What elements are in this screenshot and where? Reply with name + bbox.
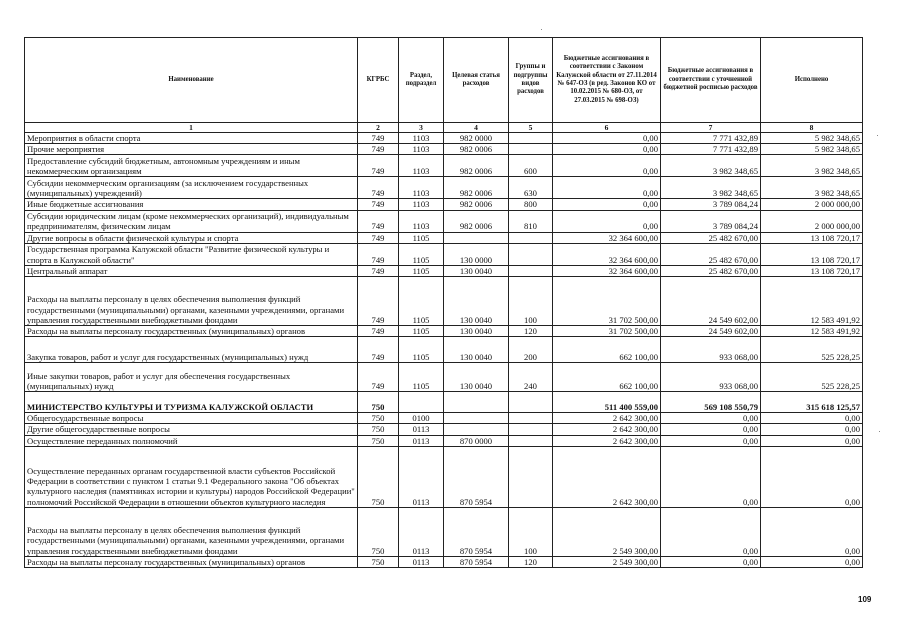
table-row — [25, 133, 863, 144]
header-refined: Бюджетные ассигнования в соответствии с уточненной бюджетной росписью расходов — [661, 38, 761, 123]
table-row — [25, 392, 863, 413]
row-exec: 0,00 — [761, 424, 863, 435]
row-kgrbs: 749 — [358, 155, 399, 177]
row-kgrbs: 749 — [358, 133, 399, 144]
row-exec: 0,00 — [761, 446, 863, 507]
row-target: 982 0006 — [444, 210, 509, 232]
row-target: 870 5954 — [444, 556, 509, 567]
row-kgrbs: 750 — [358, 446, 399, 507]
row-group — [509, 413, 553, 424]
row-exec: 2 000 000,00 — [761, 199, 863, 210]
row-group: 120 — [509, 326, 553, 337]
row-target — [444, 392, 509, 413]
row-kgrbs: 749 — [358, 199, 399, 210]
row-name: Закупка товаров, работ и услуг для государственных (муниципальных) нужд — [25, 337, 358, 363]
table-row — [25, 277, 863, 326]
table-row — [25, 446, 863, 507]
table-row — [25, 199, 863, 210]
row-section: 1103 — [399, 144, 444, 155]
row-law: 31 702 500,00 — [553, 277, 661, 326]
row-group — [509, 424, 553, 435]
table-row — [25, 556, 863, 567]
row-name: Другие общегосударственные вопросы — [25, 424, 358, 435]
row-exec: 13 108 720,17 — [761, 243, 863, 265]
table-row — [25, 243, 863, 265]
row-group: 800 — [509, 199, 553, 210]
row-group: 630 — [509, 177, 553, 199]
row-name: Осуществление переданных органам государственной власти субъектов Российской Федерации в соответствии с пунктом 1 статьи 9.1 Федерального закона "Об объектах культурного наследия (памятниках истории и культуры) народов Российской Федерации" полномочий Российской Федерации в отношении объектов культурного наследия — [25, 446, 358, 507]
row-kgrbs: 749 — [358, 210, 399, 232]
column-number: 4 — [444, 123, 509, 133]
row-refined: 25 482 670,00 — [661, 232, 761, 243]
row-section: 1105 — [399, 243, 444, 265]
row-refined: 25 482 670,00 — [661, 243, 761, 265]
row-section: 0113 — [399, 556, 444, 567]
row-law: 511 400 559,00 — [553, 392, 661, 413]
row-target — [444, 424, 509, 435]
row-law: 662 100,00 — [553, 337, 661, 363]
table-row — [25, 435, 863, 446]
row-refined: 0,00 — [661, 424, 761, 435]
row-section: 1105 — [399, 232, 444, 243]
row-law: 0,00 — [553, 155, 661, 177]
row-kgrbs: 749 — [358, 265, 399, 276]
row-kgrbs: 749 — [358, 363, 399, 392]
row-exec: 5 982 348,65 — [761, 133, 863, 144]
row-refined: 7 771 432,89 — [661, 144, 761, 155]
row-group: 240 — [509, 363, 553, 392]
table-body — [25, 133, 863, 568]
row-exec: 525 228,25 — [761, 337, 863, 363]
row-section: 1105 — [399, 363, 444, 392]
column-number: 1 — [25, 123, 358, 133]
table-row — [25, 424, 863, 435]
row-target: 130 0040 — [444, 277, 509, 326]
row-name: Прочие мероприятия — [25, 144, 358, 155]
row-refined: 25 482 670,00 — [661, 265, 761, 276]
row-name: Осуществление переданных полномочий — [25, 435, 358, 446]
row-exec: 3 982 348,65 — [761, 177, 863, 199]
row-law: 662 100,00 — [553, 363, 661, 392]
row-kgrbs: 750 — [358, 435, 399, 446]
row-exec: 3 982 348,65 — [761, 155, 863, 177]
row-law: 0,00 — [553, 133, 661, 144]
row-group: 120 — [509, 556, 553, 567]
row-refined: 3 982 348,65 — [661, 155, 761, 177]
row-refined: 3 789 084,24 — [661, 199, 761, 210]
row-section: 1105 — [399, 326, 444, 337]
row-kgrbs: 749 — [358, 243, 399, 265]
row-target: 130 0040 — [444, 265, 509, 276]
row-group — [509, 144, 553, 155]
row-name: Другие вопросы в области физической культуры и спорта — [25, 232, 358, 243]
row-target — [444, 413, 509, 424]
row-name: Расходы на выплаты персоналу в целях обеспечения выполнения функций государственными (муниципальными) органами, казенными учреждениями, органами управления государственными внебюджетными фондами — [25, 277, 358, 326]
row-refined: 0,00 — [661, 507, 761, 556]
row-kgrbs: 749 — [358, 232, 399, 243]
row-group — [509, 265, 553, 276]
table-row — [25, 144, 863, 155]
row-exec: 0,00 — [761, 556, 863, 567]
row-name: Расходы на выплаты персоналу государственных (муниципальных) органов — [25, 556, 358, 567]
scan-speck: · — [878, 426, 881, 436]
row-law: 0,00 — [553, 177, 661, 199]
scan-speck: · — [876, 130, 879, 140]
row-name: Общегосударственные вопросы — [25, 413, 358, 424]
row-target: 982 0006 — [444, 155, 509, 177]
column-number-row — [25, 123, 863, 133]
row-section: 1105 — [399, 337, 444, 363]
row-name: Центральный аппарат — [25, 265, 358, 276]
column-number: 7 — [661, 123, 761, 133]
table-row — [25, 413, 863, 424]
table-row — [25, 177, 863, 199]
row-law: 2 549 300,00 — [553, 556, 661, 567]
row-kgrbs: 750 — [358, 392, 399, 413]
row-kgrbs: 749 — [358, 326, 399, 337]
row-refined: 569 108 550,79 — [661, 392, 761, 413]
row-name: Иные закупки товаров, работ и услуг для обеспечения государственных (муниципальных) нужд — [25, 363, 358, 392]
row-law: 0,00 — [553, 199, 661, 210]
row-target: 130 0040 — [444, 337, 509, 363]
row-group — [509, 446, 553, 507]
row-target: 870 5954 — [444, 507, 509, 556]
row-group — [509, 392, 553, 413]
row-group: 810 — [509, 210, 553, 232]
header-section: Раздел, подраздел — [399, 38, 444, 123]
column-number: 3 — [399, 123, 444, 133]
row-refined: 0,00 — [661, 446, 761, 507]
row-name: Государственная программа Калужской области "Развитие физической культуры и спорта в Калужской области" — [25, 243, 358, 265]
row-section: 1103 — [399, 199, 444, 210]
row-refined: 0,00 — [661, 556, 761, 567]
row-exec: 0,00 — [761, 507, 863, 556]
row-refined: 933 068,00 — [661, 363, 761, 392]
row-law: 0,00 — [553, 210, 661, 232]
row-name: Субсидии юридическим лицам (кроме некоммерческих организаций), индивидуальным предпринимателям, физическим лицам — [25, 210, 358, 232]
row-kgrbs: 749 — [358, 277, 399, 326]
budget-table-sheet — [24, 37, 862, 568]
table-row — [25, 265, 863, 276]
row-section: 1103 — [399, 155, 444, 177]
row-refined: 0,00 — [661, 413, 761, 424]
row-name: Расходы на выплаты персоналу в целях обеспечения выполнения функций государственными (муниципальными) органами, казенными учреждениями, органами управления государственными внебюджетными фондами — [25, 507, 358, 556]
header-group: Группы и подгруппы видов расходов — [509, 38, 553, 123]
row-group — [509, 243, 553, 265]
row-name: Расходы на выплаты персоналу государственных (муниципальных) органов — [25, 326, 358, 337]
row-exec: 12 583 491,92 — [761, 277, 863, 326]
table-row — [25, 507, 863, 556]
row-exec: 13 108 720,17 — [761, 232, 863, 243]
table-row — [25, 363, 863, 392]
table-row — [25, 232, 863, 243]
row-section: 0100 — [399, 413, 444, 424]
table-row — [25, 326, 863, 337]
row-name: Субсидии некоммерческим организациям (за исключением государственных (муниципальных) учреждений) — [25, 177, 358, 199]
row-refined: 3 982 348,65 — [661, 177, 761, 199]
row-target: 982 0006 — [444, 177, 509, 199]
row-target: 870 0000 — [444, 435, 509, 446]
row-kgrbs: 749 — [358, 337, 399, 363]
row-refined: 24 549 602,00 — [661, 326, 761, 337]
header-kgrbs: КГРБС — [358, 38, 399, 123]
row-target: 982 0000 — [444, 133, 509, 144]
row-law: 32 364 600,00 — [553, 265, 661, 276]
row-name: МИНИСТЕРСТВО КУЛЬТУРЫ И ТУРИЗМА КАЛУЖСКОЙ ОБЛАСТИ — [25, 392, 358, 413]
row-refined: 933 068,00 — [661, 337, 761, 363]
row-exec: 525 228,25 — [761, 363, 863, 392]
row-name: Иные бюджетные ассигнования — [25, 199, 358, 210]
row-law: 32 364 600,00 — [553, 232, 661, 243]
page-number: 109 — [858, 595, 872, 604]
row-name: Мероприятия в области спорта — [25, 133, 358, 144]
row-target: 130 0040 — [444, 363, 509, 392]
row-exec: 12 583 491,92 — [761, 326, 863, 337]
row-exec: 13 108 720,17 — [761, 265, 863, 276]
row-section: 1103 — [399, 177, 444, 199]
row-section: 1103 — [399, 210, 444, 232]
table-row — [25, 210, 863, 232]
column-number: 8 — [761, 123, 863, 133]
row-section: 0113 — [399, 507, 444, 556]
row-section: 0113 — [399, 435, 444, 446]
row-group: 600 — [509, 155, 553, 177]
table-row — [25, 155, 863, 177]
column-number: 6 — [553, 123, 661, 133]
row-section: 1103 — [399, 133, 444, 144]
row-kgrbs: 750 — [358, 413, 399, 424]
row-section: 0113 — [399, 424, 444, 435]
row-law: 2 549 300,00 — [553, 507, 661, 556]
column-number: 5 — [509, 123, 553, 133]
row-target: 870 5954 — [444, 446, 509, 507]
row-group — [509, 435, 553, 446]
row-group: 200 — [509, 337, 553, 363]
row-refined: 7 771 432,89 — [661, 133, 761, 144]
row-kgrbs: 750 — [358, 424, 399, 435]
row-kgrbs: 749 — [358, 144, 399, 155]
scan-speck: · — [540, 24, 543, 34]
header-name: Наименование — [25, 38, 358, 123]
row-section — [399, 392, 444, 413]
row-group: 100 — [509, 277, 553, 326]
row-group — [509, 232, 553, 243]
row-kgrbs: 749 — [358, 177, 399, 199]
row-refined: 3 789 084,24 — [661, 210, 761, 232]
row-law: 2 642 300,00 — [553, 435, 661, 446]
row-exec: 0,00 — [761, 413, 863, 424]
header-row — [25, 38, 863, 123]
row-exec: 2 000 000,00 — [761, 210, 863, 232]
row-target: 130 0040 — [444, 326, 509, 337]
row-section: 1105 — [399, 265, 444, 276]
row-refined: 0,00 — [661, 435, 761, 446]
row-law: 2 642 300,00 — [553, 413, 661, 424]
row-law: 2 642 300,00 — [553, 424, 661, 435]
row-group: 100 — [509, 507, 553, 556]
row-law: 31 702 500,00 — [553, 326, 661, 337]
row-kgrbs: 750 — [358, 556, 399, 567]
header-exec: Исполнено — [761, 38, 863, 123]
row-section: 1105 — [399, 277, 444, 326]
row-exec: 5 982 348,65 — [761, 144, 863, 155]
row-law: 32 364 600,00 — [553, 243, 661, 265]
row-law: 0,00 — [553, 144, 661, 155]
row-name: Предоставление субсидий бюджетным, автономным учреждениям и иным некоммерческим организациям — [25, 155, 358, 177]
row-group — [509, 133, 553, 144]
row-law: 2 642 300,00 — [553, 446, 661, 507]
header-target: Целевая статья расходов — [444, 38, 509, 123]
column-number: 2 — [358, 123, 399, 133]
budget-table — [24, 37, 863, 568]
row-exec: 315 618 125,57 — [761, 392, 863, 413]
row-exec: 0,00 — [761, 435, 863, 446]
row-target: 130 0000 — [444, 243, 509, 265]
row-target — [444, 232, 509, 243]
row-target: 982 0006 — [444, 144, 509, 155]
row-target: 982 0006 — [444, 199, 509, 210]
row-kgrbs: 750 — [358, 507, 399, 556]
row-section: 0113 — [399, 446, 444, 507]
table-row — [25, 337, 863, 363]
header-law: Бюджетные ассигнования в соответствии с Законом Калужской области от 27.11.2014 № 647-ОЗ (в ред. Законов КО от 10.02.2015 № 680-ОЗ, от 27.03.2015 № 698-ОЗ) — [553, 38, 661, 123]
row-refined: 24 549 602,00 — [661, 277, 761, 326]
